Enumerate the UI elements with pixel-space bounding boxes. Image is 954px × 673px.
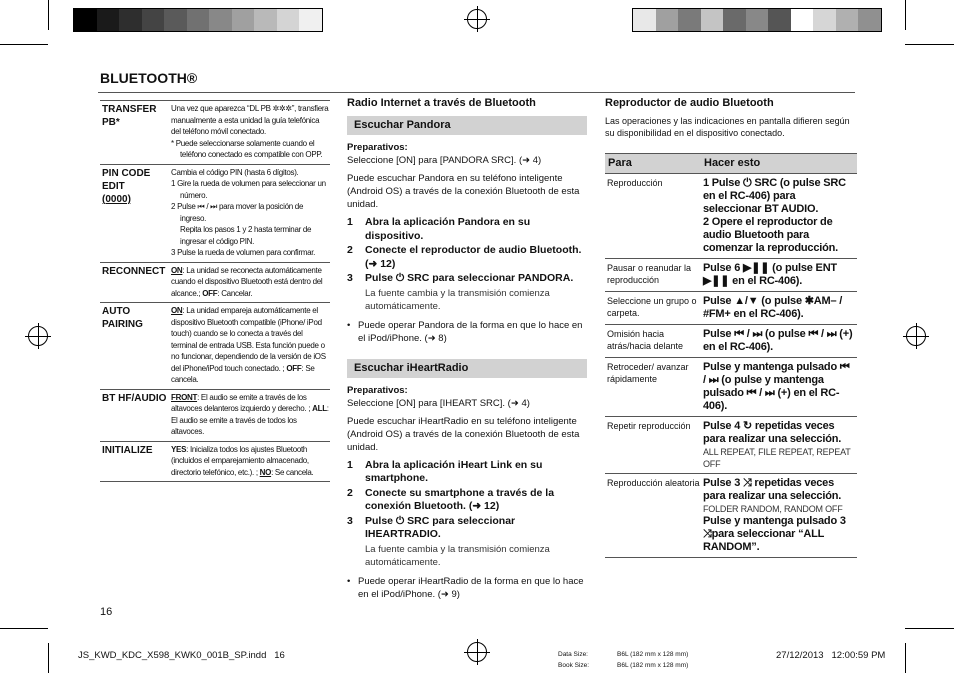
registration-mark-icon [906,326,926,346]
option-desc: : Se cancela. [171,363,315,384]
intro-text: Las operaciones y las indicaciones en pantalla difieren según su disponibilidad en el dispositivo conectado. [605,116,850,138]
intro-text: Puede escuchar Pandora en su teléfono inteligente (Android OS) a través de la conexión Bluetooth de esta unidad. [347,173,580,210]
step-note: La fuente cambia y la transmisión comienza automáticamente. [365,287,550,312]
step-note: La fuente cambia y la transmisión comienza automáticamente. [365,543,550,568]
prep-label: Preparativos: [347,142,408,153]
table-row [100,390,330,442]
subsection-band: Escuchar Pandora [347,116,587,135]
table-row: Omisión hacia atrás/hacia delante Pulse ⏮ / ⏭ (o pulse ⏮ / ⏭ (+) en el RC-406). [605,324,857,357]
section-heading: Reproductor de audio Bluetooth [605,97,774,109]
setting-step: 3 Pulse la rueda de volumen para confirmar. [171,248,316,257]
table-row: Retroceder/ avanzar rápidamente Pulse y mantenga pulsado ⏮ / ⏭ (o pulse y mantenga pulsado ⏮ / ⏭ (+) en el RC-406). [605,357,857,416]
step: 3 Pulse ⏻ SRC para seleccionar IHEARTRADIO. [347,514,516,540]
page-title: BLUETOOTH® [100,70,198,86]
setting-name: RECONNECT [102,265,166,277]
page-number: 16 [100,606,113,618]
option: OFF [286,363,302,373]
crop-mark [905,628,954,629]
setting-step-note: Repita los pasos 1 y 2 hasta terminar de ingresar el código PIN. [180,225,312,246]
setting-name: PIN CODE EDIT [102,167,151,192]
table-row: Repetir reproducción Pulse 4 ↻ repetidas veces para realizar una selección. ALL REPEAT, FILE REPEAT, REPEAT OFF [605,416,857,473]
table-row: Seleccione un grupo o carpeta. Pulse ▲/▼ (o pulse ✱AM– / #FM+ en el RC-406). [605,291,857,324]
setting-default: (0000) [102,193,131,205]
subsection-band: Escuchar iHeartRadio [347,359,587,378]
setting-name: AUTO PAIRING [102,306,143,330]
table-row [100,303,330,390]
book-size: B6L (182 mm x 128 mm) [617,662,689,669]
crop-mark [0,44,48,45]
settings-table [100,100,330,482]
step: 2 Conecte su smartphone a través de la conexión Bluetooth. (➜ 12) [347,486,555,512]
bullet-item: • Puede operar Pandora de la forma en que lo hace en el iPod/iPhone. (➜ 8) [347,319,583,344]
table-row: Pausar o reanudar la reproducción Pulse 6 ▶❚❚ (o pulse ENT ▶❚❚ en el RC-406). [605,258,857,291]
operations-table [605,153,857,558]
crop-mark [905,44,954,45]
option-default: FRONT [171,392,198,402]
column-header: Para [608,157,632,169]
crop-mark [0,628,48,629]
crop-mark [905,0,906,30]
option-desc: : El audio se emite a través de todos los altavoces. [171,404,329,436]
internet-radio-section [347,97,587,601]
step: 1 Abra la aplicación iHeart Link en su smartphone. [347,458,543,484]
bt-audio-section [605,97,857,558]
prep-text: Seleccione [ON] para [IHEART SRC]. (➜ 4) [347,397,530,409]
registration-mark-icon [467,642,487,662]
table-row [100,165,330,263]
setting-name: BT HF/AUDIO [102,392,167,404]
setting-step: 1 Gire la rueda de volumen para seleccionar un número. [171,179,326,200]
section-heading: Radio Internet a través de Bluetooth [347,97,536,109]
crop-mark [905,643,906,673]
option-desc: : Inicializa todos los ajustes Bluetooth (incluidos el emparejamiento almacenado, directorio telefónico, etc.). ; [171,444,309,477]
table-row [100,263,330,304]
prep-text: Seleccione [ON] para [PANDORA SRC]. (➜ 4) [347,155,542,166]
prep-label: Preparativos: [347,384,408,396]
crop-mark [48,0,49,30]
table-row [100,101,330,165]
step: 1 Abra la aplicación Pandora en su dispositivo. [347,216,531,242]
option-default: ON [171,306,183,315]
table-header [605,153,857,173]
setting-desc: Cambia el código PIN (hasta 6 dígitos). [171,167,299,177]
column-header: Hacer esto [704,157,761,169]
data-size-label: Data Size: [558,651,588,658]
timestamp: 27/12/2013 12:00:59 PM [776,650,886,661]
setting-desc: Una vez que aparezca “DL PB ✲✲✲”, transfiera manualmente a esta unidad la guía telefónica del teléfono móvil conectado. [171,104,329,136]
option-desc: : El audio se emite a través de los altavoces delanteros izquierdo y derecho. ; [171,392,313,413]
intro-text: Puede escuchar iHeartRadio en su teléfono inteligente (Android OS) a través de la conexión Bluetooth de esta unidad. [347,415,580,453]
setting-name: TRANSFER PB* [102,104,157,128]
step: 2 Conecte el reproductor de audio Bluetooth. (➜ 12) [347,244,582,270]
option-desc: : Cancelar. [217,288,253,298]
option: ALL [312,404,327,413]
option-desc: : La unidad empareja automáticamente el dispositivo Bluetooth compatible (iPhone/ iPod touch) cuando se lo conecta a través del terminal de entrada USB. Esta función puede o no funcionar, dependiendo de la versión de iOS del iPhone/iPod touch conectado. ; [171,306,326,373]
option: OFF [202,288,218,298]
crop-mark [48,643,49,673]
file-name: JS_KWD_KDC_X598_KWK0_001B_SP.indd 16 [78,650,285,661]
setting-note: * Puede seleccionarse solamente cuando el teléfono conectado es compatible con OPP. [171,138,323,159]
option-default: ON [171,265,183,275]
setting-name: INITIALIZE [102,444,153,456]
option-desc: : La unidad se reconecta automáticamente cuando el dispositivo Bluetooth está dentro del alcance.; [171,265,323,298]
color-bar-right [632,8,882,32]
bullet-item: • Puede operar iHeartRadio de la forma en que lo hace en el iPod/iPhone. (➜ 9) [347,575,584,600]
setting-step: 2 Pulse ⏮ / ⏭ para mover la posición de ingreso. [171,202,304,223]
registration-mark-icon [467,9,487,29]
book-size-label: Book Size: [558,662,590,669]
table-row: Reproducción 1 Pulse ⏻ SRC (o pulse SRC en el RC-406) para seleccionar BT AUDIO. 2 Opere el reproductor de audio Bluetooth para comenzar la reproducción. [605,173,857,258]
step: 3 Pulse ⏻ SRC para seleccionar PANDORA. [347,272,574,284]
table-row [100,442,330,483]
data-size: B6L (182 mm x 128 mm) [617,651,689,658]
divider [98,92,855,93]
option-desc: : Se cancela. [271,467,314,477]
color-bar-left [73,8,323,32]
option-default: NO [259,467,272,477]
table-row: Reproducción aleatoria Pulse 3 ⤨ repetidas veces para realizar una selección. FOLDER RANDOM, RANDOM OFF Pulse y mantenga pulsado 3 ⤨para seleccionar “ALL RANDOM”. [605,473,857,557]
option: YES [171,444,187,454]
registration-mark-icon [28,326,48,346]
